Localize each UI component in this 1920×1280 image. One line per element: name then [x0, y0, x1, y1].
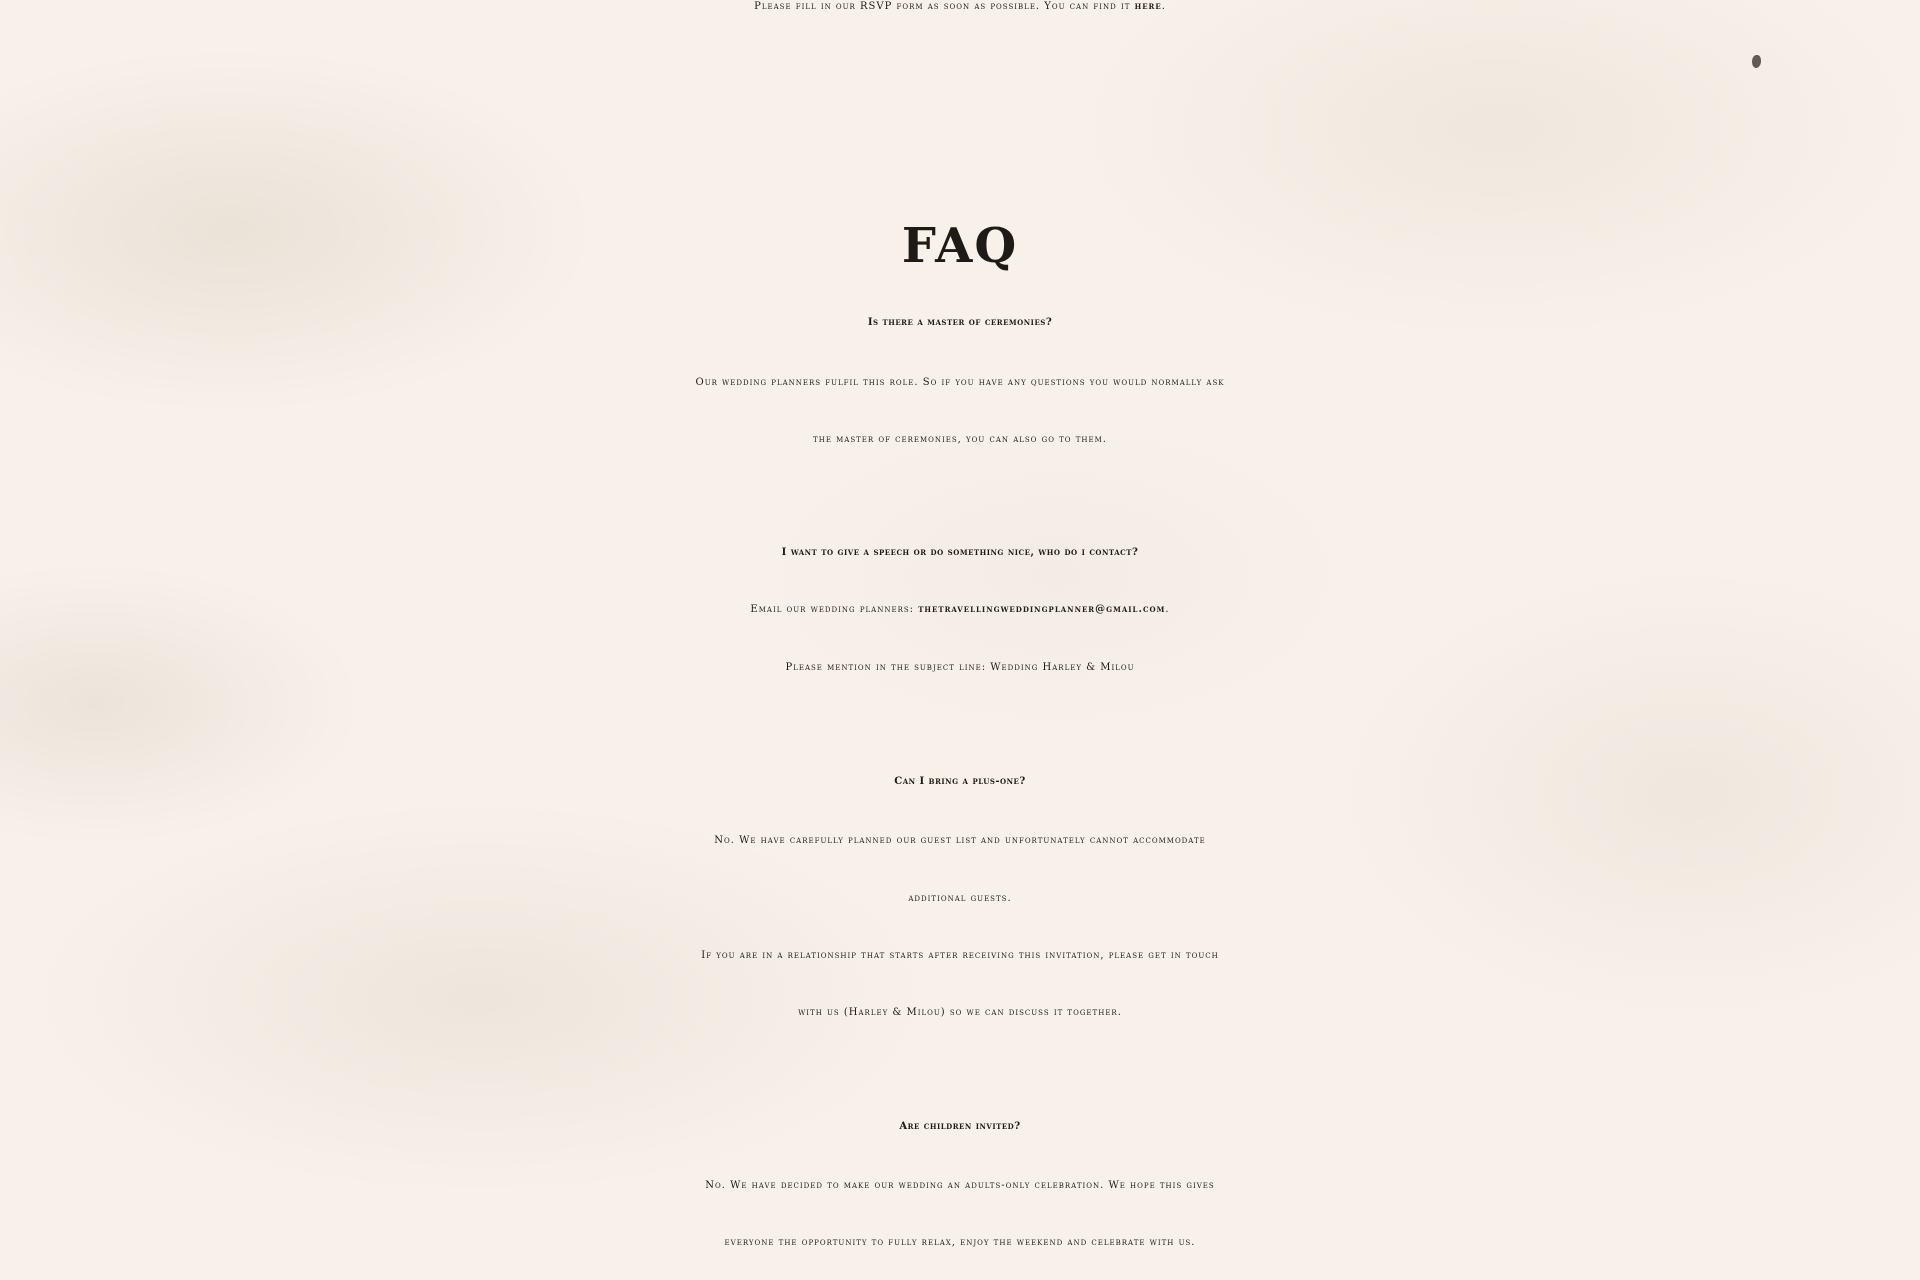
rsvp-text-end: .	[1161, 1, 1166, 12]
faq-question: I want to give a speech or do something nice, who do i contact?	[781, 547, 1139, 558]
faq-question: Is there a master of ceremonies?	[867, 317, 1053, 328]
faq-answer-line: with us (Harley & Milou) so we can discuss it together.	[798, 1007, 1122, 1018]
faq-answer-line: additional guests.	[908, 893, 1012, 904]
email-suffix: .	[1165, 604, 1170, 615]
faq-answer-line: If you are in a relationship that starts after receiving this invitation, please get in touch	[701, 950, 1219, 961]
rsvp-form-link[interactable]: here	[1134, 1, 1162, 12]
faq-answer-line: Our wedding planners fulfil this role. So if you have any questions you would normally ask	[695, 377, 1225, 388]
faq-answer-line: the master of ceremonies, you can also go to them.	[813, 434, 1107, 445]
rsvp-text: Please fill in our RSVP form as soon as possible. You can find it	[754, 1, 1135, 12]
rsvp-notice	[0, 2, 1920, 12]
faq-question: Can I bring a plus-one?	[894, 776, 1026, 787]
faq-answer-email-line	[0, 605, 1920, 615]
faq-answer-line: Please mention in the subject line: Wedding Harley & Milou	[785, 662, 1135, 673]
faq-title: FAQ	[901, 218, 1019, 274]
email-prefix: Email our wedding planners:	[750, 604, 919, 615]
faq-question: Are children invited?	[899, 1121, 1021, 1132]
paper-speck	[1752, 55, 1761, 68]
faq-answer-line: No. We have decided to make our wedding an adults-only celebration. We hope this gives	[705, 1180, 1215, 1191]
planner-email-link[interactable]: thetravellingweddingplanner@gmail.com	[918, 604, 1166, 615]
faq-answer-line: everyone the opportunity to fully relax, enjoy the weekend and celebrate with us.	[724, 1237, 1196, 1248]
faq-answer-line: No. We have carefully planned our guest list and unfortunately cannot accommodate	[714, 835, 1206, 846]
